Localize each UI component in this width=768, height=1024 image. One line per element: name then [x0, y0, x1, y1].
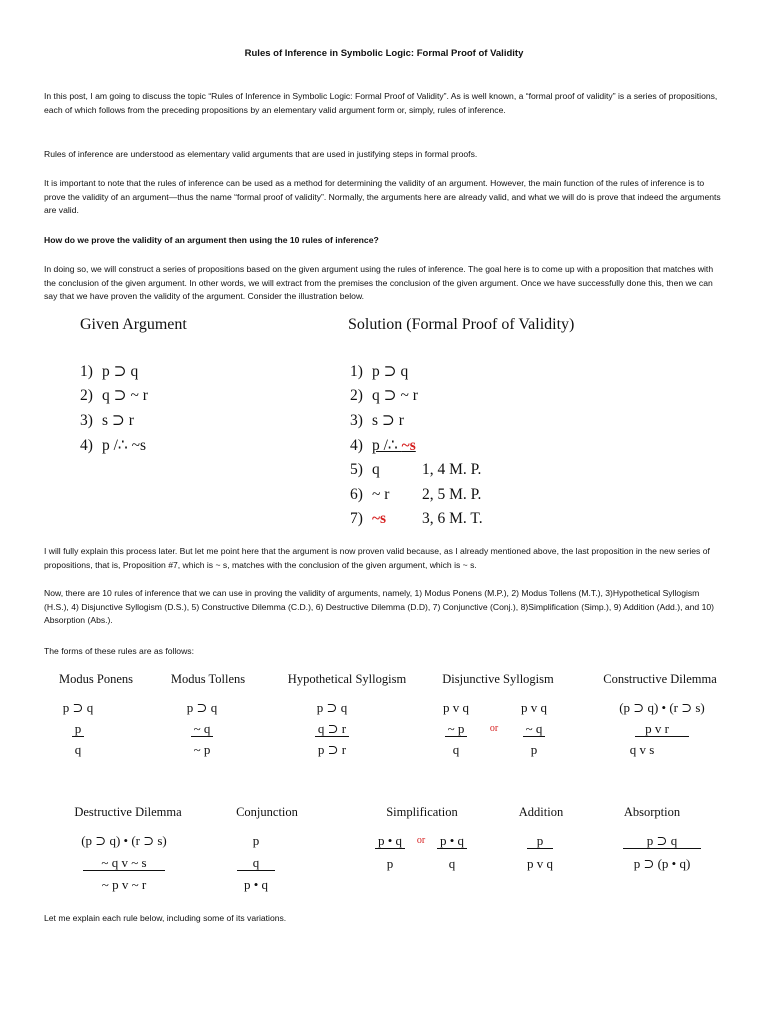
given-line: 3) s ⊃ r [80, 412, 134, 429]
rule-line: p ⊃ q [186, 700, 218, 715]
paragraph-question: How do we prove the validity of an argument then using the 10 rules of inference? [44, 235, 379, 245]
rule-name-conjunction: Conjunction [236, 805, 298, 819]
rule-line: q [452, 742, 460, 757]
rule-line: p v r [600, 721, 724, 737]
given-line: 1) p ⊃ q [80, 363, 139, 380]
rule-name-addition: Addition [518, 805, 564, 819]
rule-line: p [510, 833, 570, 849]
rule-line: p ⊃ (p • q) [633, 856, 691, 871]
rule-line: p ⊃ q [62, 700, 94, 715]
rule-line: p [530, 742, 538, 757]
paragraph-intro: In this post, I am going to discuss the topic “Rules of Inference in Symbolic Logic: Formal Proof of Validity”. As is well known, a “formal proof of validity” is a series of propositions, each of which follows from the preceding propositions by an elementary valid argument form or, simply, rules of inference. [44, 91, 718, 115]
solution-heading: Solution (Formal Proof of Validity) [348, 316, 575, 333]
paragraph-method: In doing so, we will construct a series of propositions based on the given argument using the rules of inference. The goal here is to come up with a proposition that matches with the conclusion of the given argument. In other words, we will extract from the premises the conclusion of the given argument. Once we have successfully done this, then we can say that we have proven the validity of the argument. Consider the illustration below. [44, 264, 714, 302]
rule-line: q v s [629, 742, 655, 757]
rule-name-disjunctive-syllogism: Disjunctive Syllogism [442, 672, 554, 686]
rule-line: p ⊃ r [317, 742, 347, 757]
rule-line: p ⊃ q [600, 833, 724, 849]
rule-line: q [74, 742, 82, 757]
rule-line: q [448, 856, 456, 871]
rule-name-hypothetical-syllogism: Hypothetical Syllogism [287, 672, 407, 686]
rule-line: q [226, 855, 286, 871]
rule-line: p • q [243, 877, 269, 892]
rule-line: p [386, 856, 394, 871]
rule-name-destructive-dilemma: Destructive Dilemma [74, 805, 182, 819]
rule-line: (p ⊃ q) • (r ⊃ s) [619, 700, 705, 715]
paragraph-function: It is important to note that the rules of inference can be used as a method for determining the validity of an argument. However, the main function of the rules of inference is to prove the validity of an argument—thus the name “formal proof of validity”. Normally, the arguments here are already valid, and what we will do is prove that indeed the arguments are valid. [44, 178, 721, 216]
solution-line-conclusion: 4) p /∴ ~s [350, 437, 416, 454]
page-title: Rules of Inference in Symbolic Logic: Formal Proof of Validity [244, 48, 524, 59]
given-line: 4) p /∴ ~s [80, 437, 147, 454]
rule-line: p v q [443, 700, 469, 715]
rule-line: p ⊃ q [316, 700, 348, 715]
rule-line: ~ q v ~ s [62, 855, 186, 871]
or-label: or [416, 835, 426, 846]
rule-line: (p ⊃ q) • (r ⊃ s) [81, 833, 167, 848]
paragraph-explanation: I will fully explain this process later. But let me point here that the argument is now proven valid because, as I already mentioned above, the last proposition in the new series of propositions, that is, Proposition #7, which is ~ s, matches with the conclusion of the given argument, which is ~ s. [44, 546, 710, 570]
rule-line: ~ p v ~ r [101, 877, 147, 892]
rule-line: q ⊃ r [302, 721, 362, 737]
solution-line: 5) q 1, 4 M. P. [350, 461, 482, 478]
given-line: 2) q ⊃ ~ r [80, 387, 148, 404]
paragraph-rules-list: Now, there are 10 rules of inference that we can use in proving the validity of arguments, namely, 1) Modus Ponens (M.P.), 2) Modus Tollens (M.T.), 3)Hypothetical Syllogism (H.S.), 4) Disjunctive Syllogism (D.S.), 5) Constructive Dilemma (C.D.), 6) Destructive Dilemma (D.D), 7) Conjunctive (Conj.), 8)Simplification (Simp.), 9) Addition (Add.), and 10) Absorption (Abs.). [44, 588, 715, 626]
rule-name-modus-ponens: Modus Ponens [59, 672, 133, 686]
rule-line: ~ q [504, 721, 564, 737]
rule-line: p • q [368, 833, 412, 849]
rule-line: p v q [521, 700, 547, 715]
paragraph-definition: Rules of inference are understood as elementary valid arguments that are used in justifying steps in formal proofs. [44, 149, 478, 159]
rule-line: p • q [430, 833, 474, 849]
rule-line: p v q [527, 856, 553, 871]
rule-name-absorption: Absorption [623, 805, 681, 819]
rule-line: p [252, 833, 260, 848]
solution-line: 7) ~s 3, 6 M. T. [350, 510, 483, 527]
solution-line: 2) q ⊃ ~ r [350, 387, 418, 404]
rule-name-constructive-dilemma: Constructive Dilemma [603, 672, 717, 686]
solution-line: 1) p ⊃ q [350, 363, 409, 380]
paragraph-closing: Let me explain each rule below, including some of its variations. [44, 913, 287, 923]
rule-line: p [56, 721, 100, 737]
solution-line: 6) ~ r 2, 5 M. P. [350, 486, 482, 503]
rule-line: ~ p [426, 721, 486, 737]
rule-name-modus-tollens: Modus Tollens [170, 672, 246, 686]
or-label: or [489, 723, 499, 734]
rule-line: ~ p [193, 742, 211, 757]
rule-line: ~ q [172, 721, 232, 737]
given-argument-heading: Given Argument [80, 316, 187, 333]
paragraph-forms-intro: The forms of these rules are as follows: [44, 646, 194, 656]
rule-name-simplification: Simplification [386, 805, 458, 819]
solution-line: 3) s ⊃ r [350, 412, 404, 429]
